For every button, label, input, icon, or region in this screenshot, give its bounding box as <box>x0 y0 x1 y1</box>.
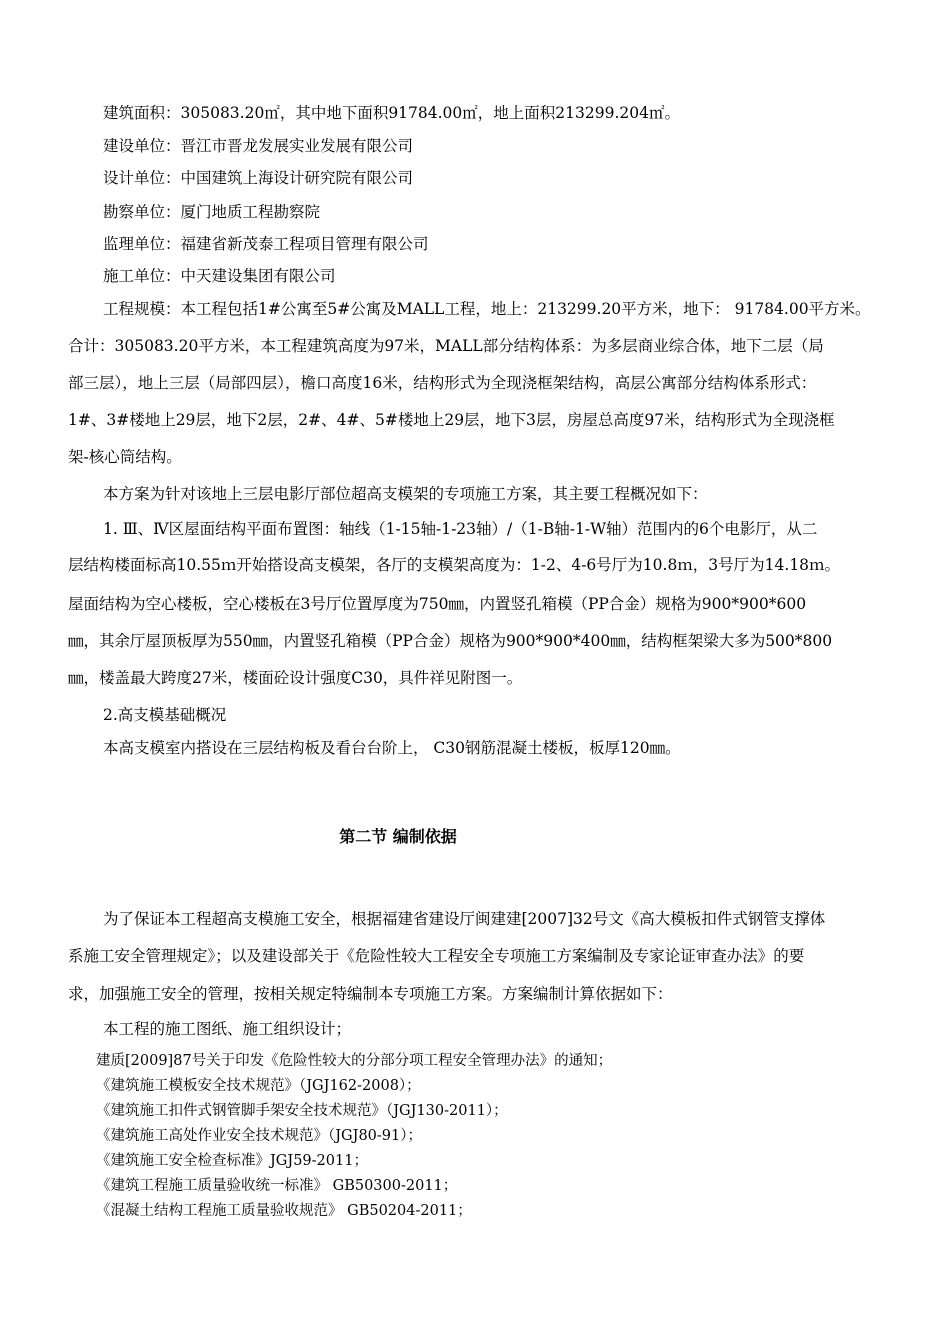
reference-item: 《建筑工程施工质量验收统一标准》 GB50300-2011； <box>96 1178 458 1194</box>
intro-line: 本方案为针对该地上三层电影厅部位超高支模架的专项施工方案，其主要工程概况如下： <box>103 485 708 503</box>
item1-paragraph-line: 层结构楼面标高10.55ｍ开始搭设高支模架，各厅的支模架高度为：1-2、4-6号厅为10.8ｍ，3号厅为14.18ｍ。 <box>68 556 841 574</box>
basis-paragraph-line: 求，加强施工安全的管理，按相关规定特编制本专项施工方案。方案编制计算依据如下： <box>68 985 673 1003</box>
developer-line: 建设单位：晋江市晋龙发展实业发展有限公司 <box>103 137 414 155</box>
item1-paragraph-line: 屋面结构为空心楼板，空心楼板在3号厅位置厚度为750㎜，内置竖孔箱模（PP合金）规格为900*900*600 <box>68 595 807 613</box>
reference-item: 《建筑施工安全检查标准》JGJ59-2011； <box>96 1153 368 1169</box>
item1-paragraph-line: ㎜，楼盖最大跨度27米，楼面砼设计强度C30，具件祥见附图一。 <box>68 669 523 687</box>
contractor-line: 施工单位：中天建设集团有限公司 <box>103 267 336 285</box>
supervisor-line: 监理单位：福建省新茂泰工程项目管理有限公司 <box>103 235 429 253</box>
scale-paragraph-line: 部三层），地上三层（局部四层），檐口高度16米，结构形式为全现浇框架结构，高层公寓部分结构体系形式： <box>68 374 817 392</box>
reference-item: 建质[2009]87号关于印发《危险性较大的分部分项工程安全管理办法》的通知； <box>96 1053 613 1069</box>
scale-paragraph-line: 架-核心筒结构。 <box>68 448 182 466</box>
item2-title: 2.高支模基础概况 <box>103 706 227 724</box>
item1-paragraph-line: 1. Ⅲ、Ⅳ区屋面结构平面布置图：轴线（1-15轴-1-23轴）/（1-B轴-1-W轴）范围内的6个电影厅，从二 <box>103 520 818 538</box>
building-area-line: 建筑面积：305083.20㎡，其中地下面积91784.00㎡，地上面积213299.204㎡。 <box>103 104 680 122</box>
basis-paragraph-line: 为了保证本工程超高支模施工安全，根据福建省建设厅闽建建[2007]32号文《高大模板扣件式钢管支撑体 <box>103 910 826 928</box>
scale-paragraph-line: 合计：305083.20平方米，本工程建筑高度为97米，MALL部分结构体系：为多层商业综合体，地下二层（局 <box>68 337 824 355</box>
reference-item: 《混凝土结构工程施工质量验收规范》 GB50204-2011； <box>96 1203 472 1219</box>
surveyor-line: 勘察单位：厦门地质工程勘察院 <box>103 203 321 221</box>
basis-paragraph-line: 系施工安全管理规定》；以及建设部关于《危险性较大工程安全专项施工方案编制及专家论证审查办法》的要 <box>68 947 805 965</box>
item1-paragraph-line: ㎜，其余厅屋顶板厚为550㎜，内置竖孔箱模（PP合金）规格为900*900*400㎜，结构框架梁大多为500*800 <box>68 632 833 650</box>
designer-line: 设计单位：中国建筑上海设计研究院有限公司 <box>103 169 414 187</box>
reference-item: 《建筑施工扣件式钢管脚手架安全技术规范》（JGJ130-2011）； <box>96 1103 508 1119</box>
item2-text: 本高支模室内搭设在三层结构板及看台台阶上， C30钢筋混凝土楼板，板厚120㎜。 <box>103 739 681 757</box>
scale-paragraph-line: 工程规模：本工程包括1#公寓至5#公寓及MALL工程，地上：213299.20平方米，地下： 91784.00平方米。 <box>103 300 871 318</box>
reference-item: 《建筑施工高处作业安全技术规范》（JGJ80-91）； <box>96 1128 423 1144</box>
basis-first-item: 本工程的施工图纸、施工组织设计； <box>103 1020 352 1038</box>
reference-item: 《建筑施工模板安全技术规范》（JGJ162-2008）； <box>96 1078 421 1094</box>
scale-paragraph-line: 1#、3#楼地上29层，地下2层，2#、4#、5#楼地上29层，地下3层，房屋总高度97米，结构形式为全现浇框 <box>68 411 835 429</box>
section-heading: 第二节 编制依据 <box>339 827 457 846</box>
